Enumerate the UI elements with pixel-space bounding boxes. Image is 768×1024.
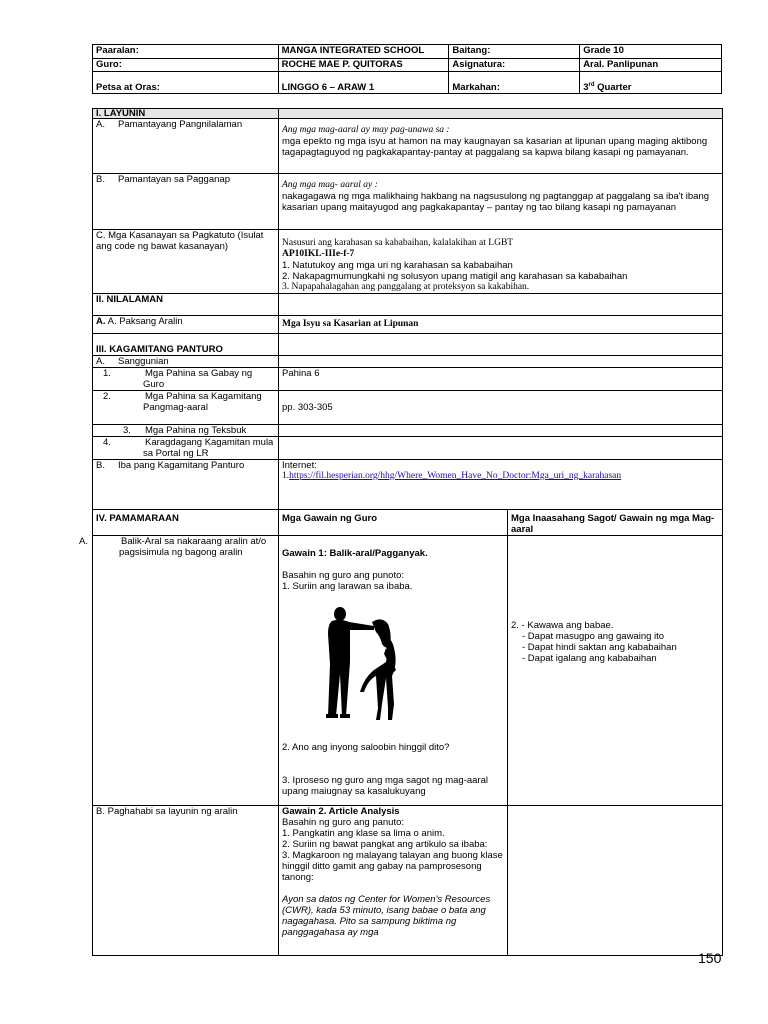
kagamitan-item-2: 2. Mga Pahina sa Kagamitang Pangmag-aaral xyxy=(93,391,279,425)
layunin-a-label: A. Pamantayang Pangnilalaman xyxy=(93,119,279,174)
section-pamamaraan-title: IV. PAMAMARAAN xyxy=(93,510,279,536)
layunin-a-content: Ang mga mag-aaral ay may pag-unawa sa : mga epekto ng mga isyu at hamon na may kaugnayan sa kasarian at lipunan upang maging aktibong tagapagtaguyod ng pagkakapantay-pantay at paggalang sa kapwa bilang kasapi ng pamayanan. xyxy=(279,119,723,174)
layunin-c-label: C. Mga Kasanayan sa Pagkatuto (Isulat ang code ng bawat kasanayan) xyxy=(93,230,279,294)
layunin-b-content: Ang mga mag- aaral ay : nakagagawa ng mga malikhaing hakbang na nagsusulong ng pagtanggap at paggalang sa iba't ibang kasarian upang maitayugod ang pagkakapantay – pantay ng tao bilang kasapi ng pamayanan xyxy=(279,174,723,230)
lesson-plan-table xyxy=(79,108,723,956)
date-value: LINGGO 6 – ARAW 1 xyxy=(278,72,449,94)
layunin-b-label: B. Pamantayan sa Pagganap xyxy=(93,174,279,230)
gawain-2-answers xyxy=(508,806,723,956)
kagamitan-item-3: 3. Mga Pahina ng Teksbuk xyxy=(93,425,279,437)
col-gawain-guro: Mga Gawain ng Guro xyxy=(279,510,508,536)
quarter-label: Markahan: xyxy=(449,72,580,94)
gawain-2-content: Gawain 2. Article Analysis Basahin ng guro ang panuto: 1. Pangkatin ang klase sa lima o anim. 2. Suriin ng bawat pangkat ang artikulo sa ibaba: 3. Magkaroon ng malayang talayan ang buong klase hinggil ditto gamit ang gabay na pamprosesong tanong: Ayon sa datos ng Center for Women's Resources (CWR), kada 53 minuto, isang babae o bata ang nagagahasa. Pito sa sampung biktima ng panggagahasa ay mga xyxy=(279,806,508,956)
grade-value: Grade 10 xyxy=(580,45,722,59)
subject-label: Asignatura: xyxy=(449,59,580,72)
subject-value: Aral. Panlipunan xyxy=(580,59,722,72)
grade-label: Baitang: xyxy=(449,45,580,59)
section-kagamitan-title: III. KAGAMITANG PANTURO xyxy=(93,334,279,356)
gawain-1-answers: 2. - Kawawa ang babae. - Dapat masugpo ang gawaing ito - Dapat hindi saktan ang kababaihan - Dapat igalang ang kababaihan xyxy=(508,536,723,806)
gawain-1-content: Gawain 1: Balik-aral/Pagganyak. Basahin ng guro ang punoto: 1. Suriin ang larawan sa ibaba. 2. Ano ang inyong saloobin hinggil dito? 3. Iproseso ng guro ang mga sagot ng mag-aaral upang maiugnay sa kasalukuyang xyxy=(279,536,508,806)
section-layunin-title: I. LAYUNIN xyxy=(93,109,279,119)
header-table xyxy=(92,44,722,94)
school-value: MANGA INTEGRATED SCHOOL xyxy=(278,45,449,59)
iba-pang-kagamitan-content: Internet: 1.https://fil.hesperian.org/hhg/Where_Women_Have_No_Doctor:Mga_uri_ng_karahasan xyxy=(279,460,723,510)
school-label: Paaralan: xyxy=(93,45,279,59)
section-nilalaman-title: II. NILALAMAN xyxy=(93,294,279,316)
kagamitan-item-4: 4. Karagdagang Kagamitan mula sa Portal ng LR xyxy=(93,437,279,460)
page-number: 150 xyxy=(698,950,722,966)
kagamitan-item-1: 1. Mga Pahina sa Gabay ng Guro xyxy=(93,368,279,391)
teacher-label: Guro: xyxy=(93,59,279,72)
layunin-c-content: Nasusuri ang karahasan sa kababaihan, kalalakihan at LGBT AP10IKL-IIIe-f-7 1. Natutukoy ang mga uri ng karahasan sa kababaihan 2. Nakapagmumungkahi ng solusyon upang matigil ang karahasan sa kababaihan 3. Napapahalagahan ang panggalang at proteksyon sa kakabihan. xyxy=(279,230,723,294)
balik-aral-label: A. Balik-Aral sa nakaraang aralin at/o pagsisimula ng bagong aralin xyxy=(93,536,279,806)
date-label: Petsa at Oras: xyxy=(93,72,279,94)
paksang-aralin-label: A. A. Paksang Aralin xyxy=(93,316,279,334)
kagamitan-item-1-value: Pahina 6 xyxy=(279,368,723,391)
paghahabi-label: B. Paghahabi sa layunin ng aralin xyxy=(93,806,279,956)
silhouette-illustration-icon xyxy=(282,592,504,722)
iba-pang-kagamitan-label: B. Iba pang Kagamitang Panturo xyxy=(93,460,279,510)
col-inaasahang-sagot: Mga Inaasahang Sagot/ Gawain ng mga Mag-aaral xyxy=(508,510,723,536)
sanggunian-label: A. Sanggunian xyxy=(93,356,279,368)
hesperian-link[interactable]: https://fil.hesperian.org/hhg/Where_Women_Have_No_Doctor:Mga_uri_ng_karahasan xyxy=(289,471,622,481)
quarter-value: 3rd Quarter xyxy=(580,72,722,94)
teacher-value: ROCHE MAE P. QUITORAS xyxy=(278,59,449,72)
kagamitan-item-2-value: pp. 303-305 xyxy=(279,391,723,425)
paksang-aralin-value: Mga Isyu sa Kasarian at Lipunan xyxy=(279,316,723,334)
